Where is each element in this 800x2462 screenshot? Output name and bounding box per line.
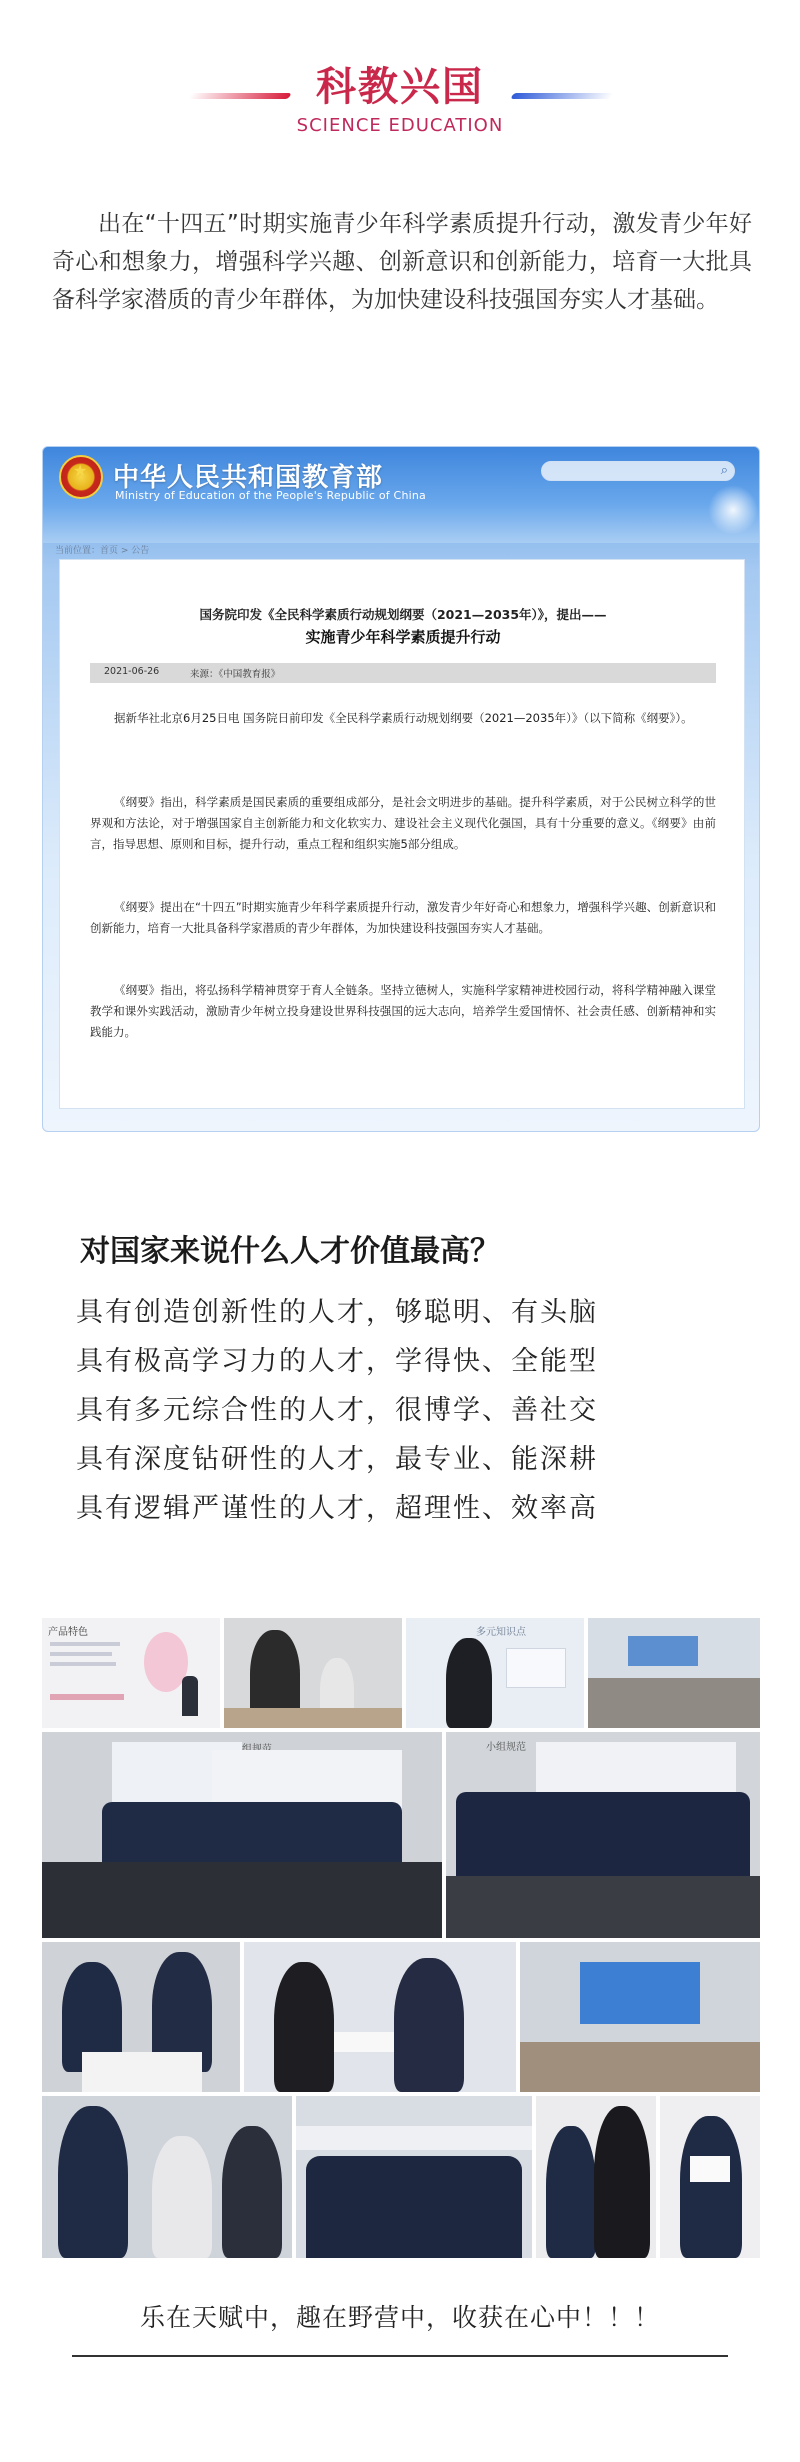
article-panel xyxy=(59,559,745,1109)
talent-item: 具有创造创新性的人才，够聪明、有头脑 xyxy=(76,1297,598,1328)
section-header xyxy=(0,55,800,145)
footer-divider xyxy=(72,2355,728,2357)
ministry-name-en: Ministry of Education of the People's Republic of China xyxy=(115,489,426,502)
slide-label: 产品特色 xyxy=(48,1627,88,1638)
article-source: 来源：《中国教育报》 xyxy=(190,669,281,680)
photo-auditorium xyxy=(588,1618,760,1728)
screen-label: 多元知识点 xyxy=(476,1627,526,1638)
intro-paragraph: 出在“十四五”时期实施青少年科学素质提升行动，激发青少年好奇心和想象力，增强科学兴趣、创新意识和创新能力，培育一大批具备科学家潜质的青少年群体，为加快建设科技强国夯实人才基础。 xyxy=(52,211,752,313)
article-paragraph: 据新华社北京6月25日电 国务院日前印发《全民科学素质行动规划纲要（2021—2035年）》（以下简称《纲要》）。 xyxy=(114,711,693,725)
dandelion-decoration xyxy=(708,485,758,535)
photo-teacher-student xyxy=(224,1618,402,1728)
section-subtitle: SCIENCE EDUCATION xyxy=(296,115,504,136)
photo-group-stage-1 xyxy=(42,1732,442,1938)
star-icon: ★ xyxy=(73,461,88,480)
ministry-name: 中华人民共和国教育部 xyxy=(113,463,384,493)
section-title: 科教兴国 xyxy=(316,64,484,110)
search-input[interactable] xyxy=(541,461,735,481)
article-date: 2021-06-26 xyxy=(104,666,160,677)
photo-presentation-slide xyxy=(42,1618,220,1728)
breadcrumb: 当前位置：首页 > 公告 xyxy=(55,546,150,556)
article-paragraph: 《纲要》提出在“十四五”时期实施青少年科学素质提升行动，激发青少年好奇心和想象力，增强科学兴趣、创新意识和创新能力，培育一大批具备科学家潜质的青少年群体，为加快建设科技强国夯实人才基础。 xyxy=(90,900,716,935)
article-heading-line2: 实施青少年科学素质提升行动 xyxy=(305,628,501,646)
photo-seated-group xyxy=(296,2096,532,2258)
talent-item: 具有多元综合性的人才，很博学、善社交 xyxy=(76,1395,598,1426)
talent-list xyxy=(76,1288,726,1533)
stage-label: 小组规范 xyxy=(486,1742,526,1753)
photo-collage xyxy=(42,1618,760,2258)
ministry-webpage-screenshot xyxy=(42,446,760,1132)
photo-speaker-screen xyxy=(406,1618,584,1728)
talent-item: 具有逻辑严谨性的人才，超理性、效率高 xyxy=(76,1493,598,1524)
talent-question: 对国家来说什么人才价值最高？ xyxy=(80,1234,500,1269)
closing-slogan: 乐在天赋中，趣在野营中，收获在心中！！！ xyxy=(139,2303,660,2332)
article-paragraph: 《纲要》指出，科学素质是国民素质的重要组成部分，是社会文明进步的基础。提升科学素质，对于公民树立科学的世界观和方法论，对于增强国家自主创新能力和文化软实力、建设社会主义现代化强国，具有十分重要的意义。《纲要》由前言，指导思想、原则和目标，提升行动，重点工程和组织实施5部分组成。 xyxy=(90,795,716,851)
photo-girls-reading xyxy=(244,1942,516,2092)
search-icon[interactable]: ⌕ xyxy=(720,463,728,478)
article-meta-bar xyxy=(90,663,716,683)
photo-classroom-screen xyxy=(520,1942,760,2092)
talent-item: 具有深度钻研性的人才，最专业、能深耕 xyxy=(76,1444,598,1475)
photo-girl-with-paper xyxy=(660,2096,760,2258)
article-heading-line1: 国务院印发《全民科学素质行动规划纲要（2021—2035年）》，提出—— xyxy=(199,607,607,622)
talent-item: 具有极高学习力的人才，学得快、全能型 xyxy=(76,1346,598,1377)
photo-group-stage-2 xyxy=(446,1732,760,1938)
photo-reading-paper xyxy=(536,2096,656,2258)
photo-hands-raised xyxy=(42,2096,292,2258)
article-paragraph: 《纲要》指出，将弘扬科学精神贯穿于育人全链条。坚持立德树人，实施科学家精神进校园行动，将科学精神融入课堂教学和课外实践活动，激励青少年树立投身建设世界科技强国的远大志向，培养学生爱国情怀、社会责任感、创新精神和实践能力。 xyxy=(90,983,716,1039)
photo-students-writing xyxy=(42,1942,240,2092)
